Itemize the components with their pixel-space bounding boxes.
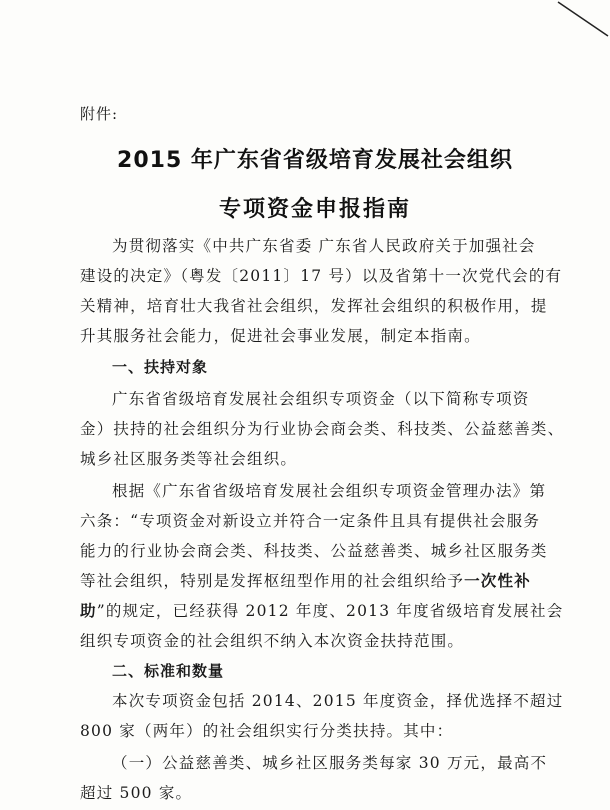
list-item-line: （一）公益慈善类、城乡社区服务类每家 30 万元，最高不 <box>112 754 548 772</box>
paragraph-line: 组织专项资金的社会组织不纳入本次资金扶持范围。 <box>80 632 465 650</box>
paragraph-line: 800 家（两年）的社会组织实行分类扶持。其中： <box>80 722 454 740</box>
section-heading-2: 二、标准和数量 <box>112 662 225 680</box>
scan-artifact-line <box>550 0 610 40</box>
paragraph-line: 根据《广东省省级培育发展社会组织专项资金管理办法》第 <box>112 482 547 500</box>
emphasis-text: 助 <box>80 602 97 620</box>
document-title-line-1: 2015 年广东省省级培育发展社会组织 <box>117 148 513 173</box>
paragraph-line: 金）扶持的社会组织分为行业协会商会类、科技类、公益慈善类、 <box>80 420 565 438</box>
emphasis-text: 一次性补 <box>464 572 531 590</box>
document-title-line-2: 专项资金申报指南 <box>218 197 411 222</box>
paragraph-line: 能力的行业协会商会类、科技类、公益慈善类、城乡社区服务类 <box>80 542 548 560</box>
paragraph-text: ”的规定，已经获得 2012 年度、2013 年度省级培育发展社会 <box>96 602 564 620</box>
attachment-label: 附件: <box>80 105 119 123</box>
paragraph-line: 六条：“专项资金对新设立并符合一定条件且具有提供社会服务 <box>80 512 541 530</box>
paragraph-line <box>80 594 563 628</box>
paragraph-line <box>80 564 531 598</box>
list-item-line: 超过 500 家。 <box>80 784 193 802</box>
intro-line: 为贯彻落实《中共广东省委 广东省人民政府关于加强社会 <box>112 237 536 255</box>
section-heading-1: 一、扶持对象 <box>112 358 209 376</box>
intro-line: 升其服务社会能力，促进社会事业发展，制定本指南。 <box>80 327 481 345</box>
paragraph-line: 广东省省级培育发展社会组织专项资金（以下简称专项资 <box>112 390 530 408</box>
paragraph-text: 等社会组织，特别是发挥枢纽型作用的社会组织给予 <box>80 572 465 590</box>
intro-line: 关精神，培育壮大我省社会组织，发挥社会组织的积极作用，提 <box>80 297 548 315</box>
paragraph-line: 本次专项资金包括 2014、2015 年度资金，择优选择不超过 <box>112 692 564 710</box>
intro-line: 建设的决定》（粤发〔2011〕17 号）以及省第十一次党代会的有 <box>80 267 563 285</box>
paragraph-line: 城乡社区服务类等社会组织。 <box>80 450 298 468</box>
